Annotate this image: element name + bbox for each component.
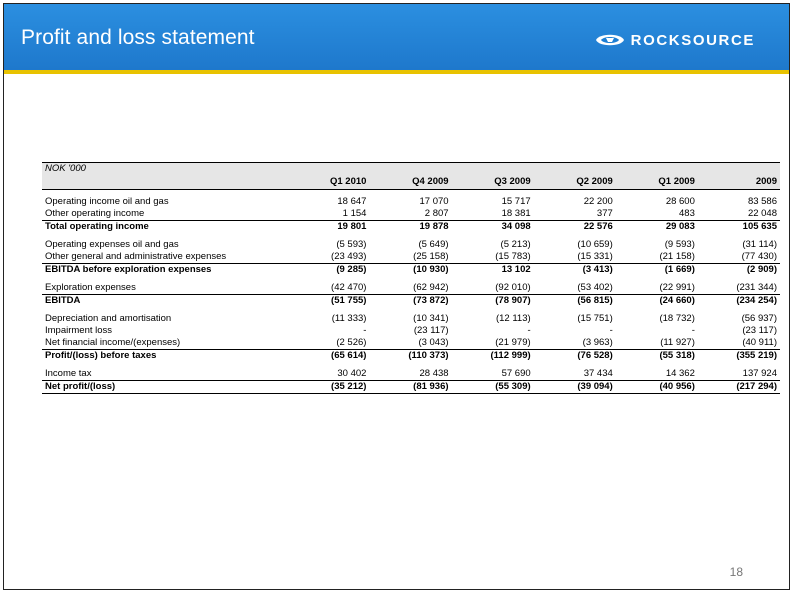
row-value: (24 660) bbox=[616, 295, 698, 308]
row-value: (51 755) bbox=[287, 295, 369, 308]
row-value: 105 635 bbox=[698, 221, 780, 234]
row-value: (18 732) bbox=[659, 313, 695, 324]
row-label: Operating expenses oil and gas bbox=[45, 239, 179, 250]
row-value: (42 470) bbox=[331, 282, 367, 293]
row-value: (15 331) bbox=[577, 251, 613, 262]
row-value: 17 070 bbox=[419, 196, 449, 207]
row-value: 18 647 bbox=[337, 196, 367, 207]
row-value: 14 362 bbox=[665, 368, 695, 379]
row-value: (21 979) bbox=[495, 337, 531, 348]
row-value: (39 094) bbox=[534, 381, 616, 394]
row-value: (76 528) bbox=[534, 350, 616, 363]
row-label: Exploration expenses bbox=[45, 282, 136, 293]
row-value: (35 212) bbox=[287, 381, 369, 394]
row-value: 1 154 bbox=[342, 208, 367, 219]
row-value: (11 333) bbox=[331, 313, 367, 324]
table-row bbox=[42, 313, 780, 325]
row-label: Operating income oil and gas bbox=[45, 196, 169, 207]
row-value: (5 593) bbox=[336, 239, 367, 250]
row-value: (22 991) bbox=[659, 282, 695, 293]
row-value: (1 669) bbox=[616, 264, 698, 277]
row-value: 30 402 bbox=[337, 368, 367, 379]
row-value: (110 373) bbox=[369, 350, 451, 363]
table-row bbox=[42, 196, 780, 208]
row-value: (2 909) bbox=[698, 264, 780, 277]
unit-label: NOK '000 bbox=[42, 163, 287, 176]
row-value: (40 956) bbox=[616, 381, 698, 394]
table-row bbox=[42, 295, 780, 308]
row-value: - bbox=[609, 325, 613, 336]
row-value: 2 807 bbox=[424, 208, 449, 219]
column-header: Q3 2009 bbox=[452, 175, 534, 190]
row-value: 37 434 bbox=[583, 368, 613, 379]
row-value: (55 318) bbox=[616, 350, 698, 363]
row-value: 377 bbox=[596, 208, 613, 219]
row-value: - bbox=[527, 325, 531, 336]
row-label: Net profit/(loss) bbox=[42, 381, 287, 394]
page-number: 18 bbox=[729, 565, 743, 579]
row-value: 137 924 bbox=[742, 368, 777, 379]
table-row bbox=[42, 368, 780, 381]
row-value: (15 783) bbox=[495, 251, 531, 262]
row-value: (73 872) bbox=[369, 295, 451, 308]
row-label: EBITDA bbox=[42, 295, 287, 308]
row-label: Impairment loss bbox=[45, 325, 113, 336]
row-value: (31 114) bbox=[742, 239, 777, 250]
logo-text: ROCKSOURCE bbox=[630, 31, 755, 49]
row-value: 83 586 bbox=[747, 196, 777, 207]
table-row bbox=[42, 337, 780, 350]
row-value: (55 309) bbox=[452, 381, 534, 394]
table-row bbox=[42, 381, 780, 394]
row-value: (15 751) bbox=[577, 313, 613, 324]
unit-row bbox=[42, 163, 780, 176]
row-value: (81 936) bbox=[369, 381, 451, 394]
row-value: 483 bbox=[679, 208, 695, 219]
row-value: (2 526) bbox=[336, 337, 367, 348]
row-value: - bbox=[363, 325, 367, 336]
row-value: - bbox=[691, 325, 695, 336]
row-value: (3 043) bbox=[418, 337, 449, 348]
row-value: 19 801 bbox=[287, 221, 369, 234]
row-value: 28 600 bbox=[665, 196, 695, 207]
row-value: (77 430) bbox=[741, 251, 777, 262]
row-value: (21 158) bbox=[659, 251, 695, 262]
row-value: (10 930) bbox=[369, 264, 451, 277]
row-value: (5 213) bbox=[500, 239, 531, 250]
row-value: 22 576 bbox=[534, 221, 616, 234]
row-value: 34 098 bbox=[452, 221, 534, 234]
column-header: Q2 2009 bbox=[534, 175, 616, 190]
row-value: (56 815) bbox=[534, 295, 616, 308]
row-label: Income tax bbox=[45, 368, 92, 379]
row-value: (11 927) bbox=[660, 337, 695, 348]
row-value: (53 402) bbox=[577, 282, 613, 293]
row-value: 22 048 bbox=[747, 208, 777, 219]
row-value: (62 942) bbox=[413, 282, 449, 293]
row-value: (23 493) bbox=[331, 251, 367, 262]
row-value: (56 937) bbox=[741, 313, 777, 324]
row-value: (231 344) bbox=[736, 282, 777, 293]
row-label: EBITDA before exploration expenses bbox=[42, 264, 287, 277]
page-title: Profit and loss statement bbox=[21, 26, 255, 49]
table-row bbox=[42, 350, 780, 363]
table-row bbox=[42, 208, 780, 221]
table-row bbox=[42, 325, 780, 337]
column-header: Q1 2010 bbox=[287, 175, 369, 190]
table-row bbox=[42, 221, 780, 234]
row-value: 15 717 bbox=[501, 196, 531, 207]
company-logo bbox=[595, 30, 755, 50]
row-value: 13 102 bbox=[452, 264, 534, 277]
header-bar bbox=[4, 4, 789, 70]
row-value: 29 083 bbox=[616, 221, 698, 234]
row-value: (10 341) bbox=[413, 313, 449, 324]
row-value: (23 117) bbox=[413, 325, 449, 336]
row-value: (92 010) bbox=[495, 282, 531, 293]
rocksource-emblem-icon bbox=[595, 32, 625, 48]
row-value: (355 219) bbox=[698, 350, 780, 363]
row-value: 19 878 bbox=[369, 221, 451, 234]
row-value: (5 649) bbox=[418, 239, 449, 250]
row-label: Total operating income bbox=[42, 221, 287, 234]
column-header: 2009 bbox=[698, 175, 780, 190]
row-label: Other operating income bbox=[45, 208, 145, 219]
table-row bbox=[42, 251, 780, 264]
row-label: Net financial income/(expenses) bbox=[45, 337, 181, 348]
table-row bbox=[42, 239, 780, 251]
row-value: (23 117) bbox=[742, 325, 777, 336]
slide bbox=[3, 3, 790, 590]
row-value: (217 294) bbox=[698, 381, 780, 394]
row-label: Depreciation and amortisation bbox=[45, 313, 172, 324]
row-value: 57 690 bbox=[501, 368, 531, 379]
row-value: (3 413) bbox=[534, 264, 616, 277]
row-label: Other general and administrative expenses bbox=[45, 251, 227, 262]
row-value: 18 381 bbox=[501, 208, 531, 219]
row-value: 28 438 bbox=[419, 368, 449, 379]
row-value: (12 113) bbox=[495, 313, 531, 324]
table-row bbox=[42, 264, 780, 277]
row-value: (40 911) bbox=[742, 337, 777, 348]
row-value: (65 614) bbox=[287, 350, 369, 363]
row-value: (25 158) bbox=[413, 251, 449, 262]
row-value: (112 999) bbox=[452, 350, 534, 363]
row-value: (3 963) bbox=[582, 337, 613, 348]
header-accent-band bbox=[4, 70, 789, 74]
table-row bbox=[42, 282, 780, 295]
row-value: 22 200 bbox=[583, 196, 613, 207]
row-value: (234 254) bbox=[698, 295, 780, 308]
profit-loss-table bbox=[42, 162, 780, 394]
row-value: (78 907) bbox=[452, 295, 534, 308]
row-value: (9 593) bbox=[664, 239, 695, 250]
column-header-row bbox=[42, 175, 780, 190]
row-value: (9 285) bbox=[287, 264, 369, 277]
column-header: Q1 2009 bbox=[616, 175, 698, 190]
row-label: Profit/(loss) before taxes bbox=[42, 350, 287, 363]
column-header: Q4 2009 bbox=[369, 175, 451, 190]
row-value: (10 659) bbox=[577, 239, 613, 250]
